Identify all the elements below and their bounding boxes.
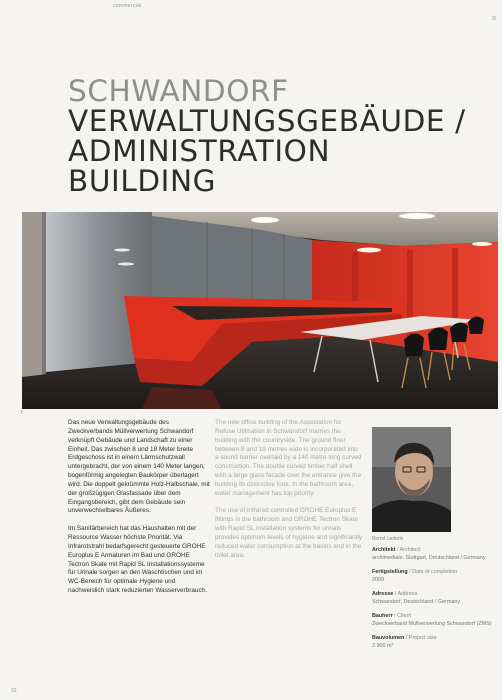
portrait-caption: Bernd Lederle <box>372 536 404 542</box>
fact-value: archimediale, Stuttgart, Deutschland / Germany <box>372 554 486 561</box>
fact-value: Zweckverband Müllverwertung Schwandorf (ZMS) <box>372 620 492 627</box>
architect-portrait <box>372 427 451 532</box>
page-number: 32 <box>11 688 17 694</box>
running-head: commercial <box>113 3 142 9</box>
fact-value: 2009 <box>372 576 384 583</box>
paragraph-de-2: Im Sanitärbereich hat das Haushalten mit der Ressource Wasser höchste Priorität. Via Infrarotstrahl bedarfsgerecht gesteuerte GROHE Europlus E Armaturen im Bad und GROHE Tectron Skate mit Rapid SL Installationssysteme für Urinale sorgen an den Waschtischen und im WC-Bereich für optimale Hygiene und nachweislich stark reduzierten Wasserverbrauch. <box>68 525 207 595</box>
fact-label-en: Project size <box>408 635 437 641</box>
fact-value: Schwandorf, Deutschland / Germany <box>372 598 461 605</box>
fact-project-size: Bauvolumen / Project size 2.900 m² <box>372 635 492 650</box>
page-mark-top: 3/ <box>491 16 496 22</box>
fact-label: Fertigstellung <box>372 569 408 575</box>
fact-label-en: Address <box>397 591 418 597</box>
title-line-en-1: ADMINISTRATION <box>68 134 331 168</box>
page-title <box>68 76 466 196</box>
paragraph-en-2: The use of infrared controlled GROHE Europlus E fittings in the bathroom and GROHE Tectron Skate with Rapid SL installation systems for urinals provides optimum levels of hygiene and significantly reduced water consumption at the basins and in the toilet area. <box>215 507 363 559</box>
fact-label: Adresse <box>372 591 394 597</box>
project-facts <box>372 547 492 657</box>
title-location: SCHWANDORF <box>68 74 289 108</box>
title-line-en-2: BUILDING <box>68 164 217 198</box>
fact-label-en: Architect <box>399 547 421 553</box>
body-text-german <box>68 419 211 605</box>
fact-completion: Fertigstellung / Date of completion 2009 <box>372 569 492 584</box>
fact-value: 2.900 m² <box>372 642 394 649</box>
title-line-de: VERWALTUNGSGEBÄUDE / <box>68 104 466 138</box>
fact-label-en: Date of completion <box>412 569 458 575</box>
interior-photo-illustration <box>22 212 498 409</box>
fact-client: Bauherr / Client Zweckverband Müllverwertung Schwandorf (ZMS) <box>372 613 492 627</box>
fact-label: Bauvolumen <box>372 635 405 641</box>
body-text-english <box>215 419 363 569</box>
fact-label-en: Client <box>397 613 411 619</box>
fact-address: Adresse / Address Schwandorf, Deutschland / Germany <box>372 591 492 606</box>
fact-label: Architekt <box>372 547 396 553</box>
fact-label: Bauherr <box>372 613 393 619</box>
portrait-photo <box>372 427 451 532</box>
photo-credit: 1/ <box>20 409 24 414</box>
paragraph-de-1: Das neue Verwaltungsgebäude des Zweckverbands Müllverwertung Schwandorf verknüpft Gebäude und Landschaft zu einer Einheit. Das zwischen 8 und 18 Meter breite Erdgeschoss ist in einem Lärmschutzwall untergebracht, der von einem 140 Meter langen, bogenförmig angelegten Baukörper überlagert wird. Die doppelt gekrümmte Holz-Halbschale, mit der großzügigen Glasfassade über dem Eingangsbereich, gibt dem Gebäude sein unverwechselbares Äußeres. <box>68 419 210 515</box>
paragraph-en-1: The new office building of the Association for Refuse Utilisation in Schwandorf marries the building with the countryside. The ground floor between 8 and 18 metres wide is incorporated into a sound barrier overlaid by a 140 metre long curved construction. The double curved timber half shell with a large glass facade over the entrance give the building its distinctive look. In the bathroom area, water management has top priority. <box>215 419 362 497</box>
interior-photo <box>22 212 498 409</box>
fact-architect: Architekt / Architect archimediale, Stuttgart, Deutschland / Germany <box>372 547 492 562</box>
